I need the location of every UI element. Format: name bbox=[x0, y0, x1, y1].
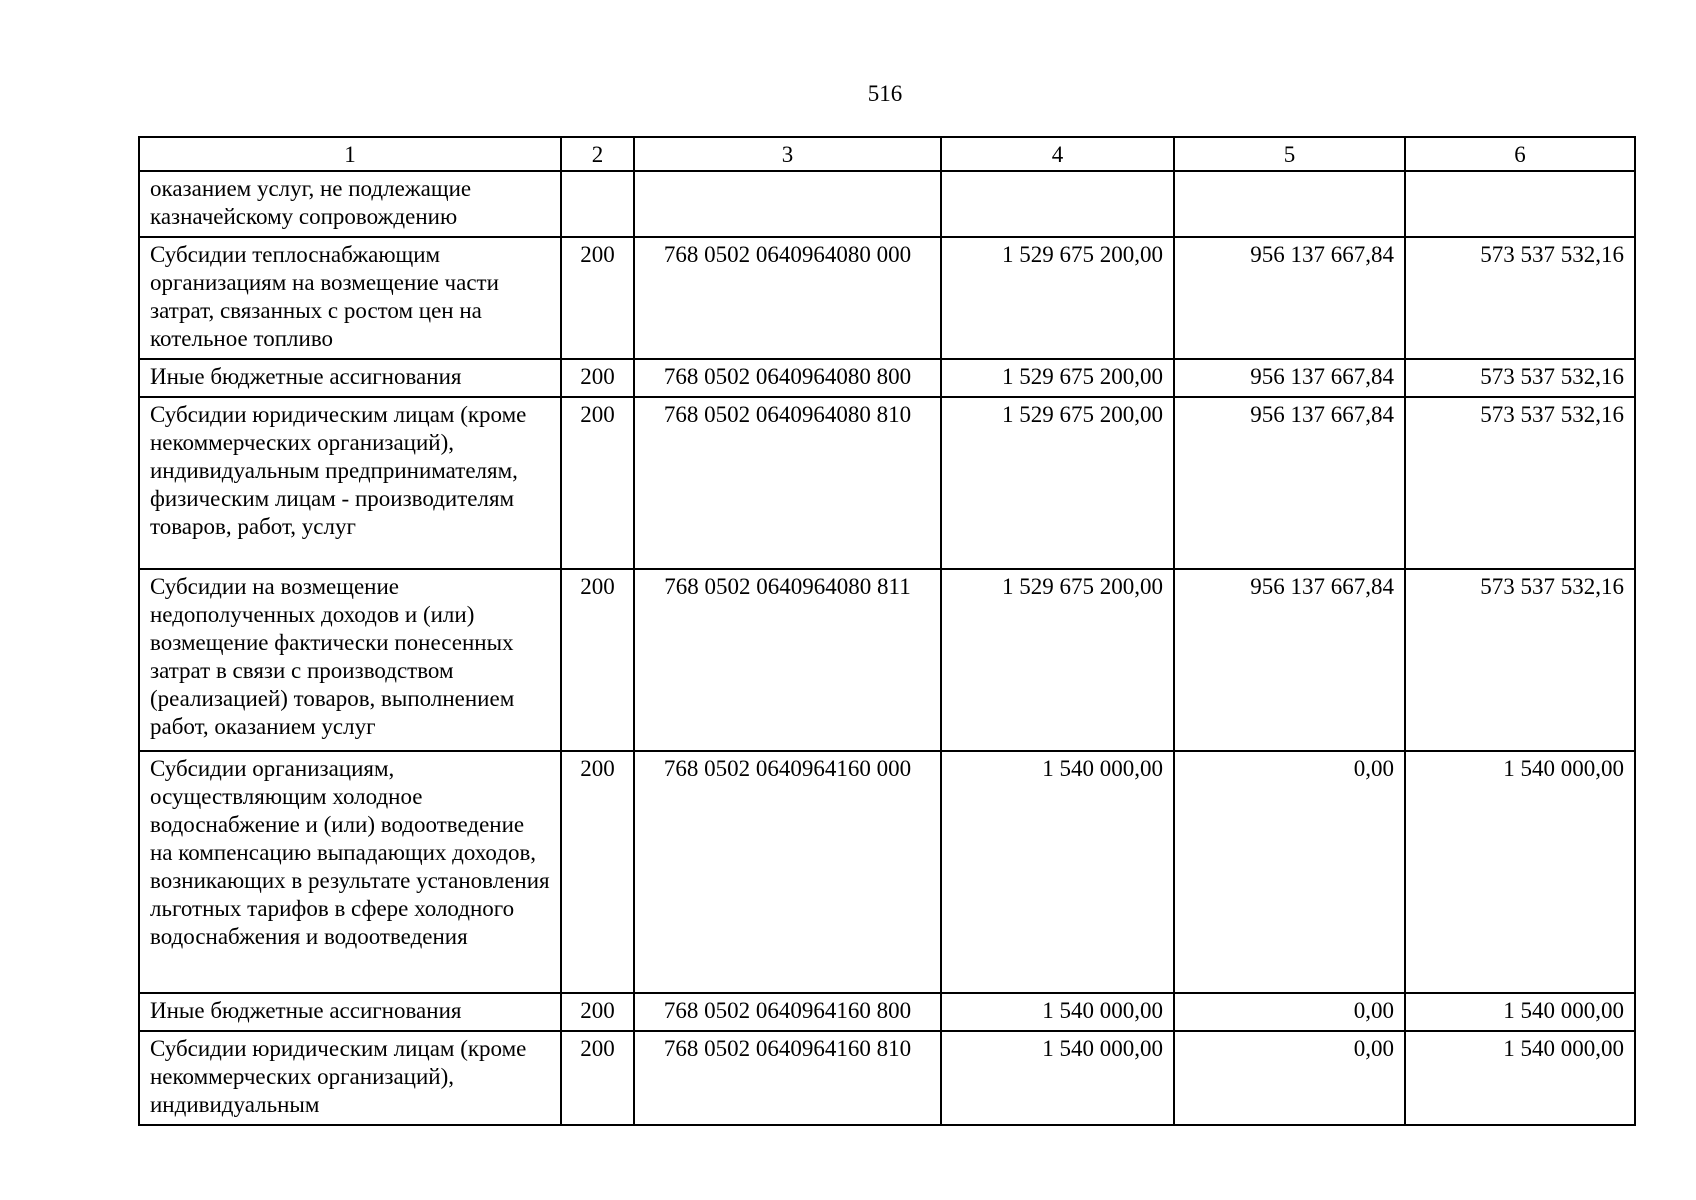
table-row bbox=[139, 237, 1635, 359]
row-value-col6-cell: 573 537 532,16 bbox=[1405, 237, 1635, 359]
table-row bbox=[139, 993, 1635, 1031]
row-code-cell: 200 bbox=[561, 1031, 634, 1125]
row-code-cell: 200 bbox=[561, 397, 634, 569]
row-name-cell: Субсидии юридическим лицам (кроме некоммерческих организаций), индивидуальным bbox=[139, 1031, 561, 1125]
row-value-col5-cell: 0,00 bbox=[1174, 751, 1405, 993]
row-kbk-cell: 768 0502 0640964080 811 bbox=[634, 569, 941, 751]
row-value-col4-cell: 1 529 675 200,00 bbox=[941, 359, 1174, 397]
table-row bbox=[139, 1031, 1635, 1125]
row-value-col4-cell: 1 529 675 200,00 bbox=[941, 237, 1174, 359]
row-name-cell: Субсидии организациям, осуществляющим холодное водоснабжение и (или) водоотведение на компенсацию выпадающих доходов, возникающих в результате установления льготных тарифов в сфере холодного водоснабжения и водоотведения bbox=[139, 751, 561, 993]
column-header-5: 5 bbox=[1174, 137, 1405, 171]
row-value-col4-cell: 1 529 675 200,00 bbox=[941, 569, 1174, 751]
row-code-cell bbox=[561, 171, 634, 237]
row-value-col5-cell: 956 137 667,84 bbox=[1174, 397, 1405, 569]
column-header-1: 1 bbox=[139, 137, 561, 171]
row-kbk-cell bbox=[634, 171, 941, 237]
row-value-col6-cell: 1 540 000,00 bbox=[1405, 751, 1635, 993]
row-value-col6-cell: 573 537 532,16 bbox=[1405, 359, 1635, 397]
row-kbk-cell: 768 0502 0640964080 800 bbox=[634, 359, 941, 397]
row-code-cell: 200 bbox=[561, 569, 634, 751]
row-code-cell: 200 bbox=[561, 993, 634, 1031]
row-value-col6-cell bbox=[1405, 171, 1635, 237]
row-value-col5-cell bbox=[1174, 171, 1405, 237]
row-kbk-cell: 768 0502 0640964160 000 bbox=[634, 751, 941, 993]
row-value-col4-cell bbox=[941, 171, 1174, 237]
budget-table bbox=[138, 136, 1636, 1126]
row-code-cell: 200 bbox=[561, 237, 634, 359]
row-value-col5-cell: 0,00 bbox=[1174, 1031, 1405, 1125]
column-header-4: 4 bbox=[941, 137, 1174, 171]
row-kbk-cell: 768 0502 0640964160 810 bbox=[634, 1031, 941, 1125]
row-kbk-cell: 768 0502 0640964080 810 bbox=[634, 397, 941, 569]
row-code-cell: 200 bbox=[561, 751, 634, 993]
table-row bbox=[139, 751, 1635, 993]
table-row bbox=[139, 359, 1635, 397]
row-value-col6-cell: 573 537 532,16 bbox=[1405, 569, 1635, 751]
row-value-col6-cell: 573 537 532,16 bbox=[1405, 397, 1635, 569]
row-name-cell: Субсидии на возмещение недополученных доходов и (или) возмещение фактически понесенных затрат в связи с производством (реализацией) товаров, выполнением работ, оказанием услуг bbox=[139, 569, 561, 751]
row-value-col5-cell: 956 137 667,84 bbox=[1174, 569, 1405, 751]
page-number: 516 bbox=[867, 81, 903, 106]
row-name-cell: Субсидии юридическим лицам (кроме некоммерческих организаций), индивидуальным предпринимателям, физическим лицам - производителям товаров, работ, услуг bbox=[139, 397, 561, 569]
header-row bbox=[139, 137, 1635, 171]
table-row bbox=[139, 171, 1635, 237]
table-body bbox=[139, 171, 1635, 1125]
row-code-cell: 200 bbox=[561, 359, 634, 397]
row-value-col6-cell: 1 540 000,00 bbox=[1405, 993, 1635, 1031]
column-header-3: 3 bbox=[634, 137, 941, 171]
row-name-cell: оказанием услуг, не подлежащие казначейскому сопровождению bbox=[139, 171, 561, 237]
row-name-cell: Иные бюджетные ассигнования bbox=[139, 993, 561, 1031]
row-name-cell: Субсидии теплоснабжающим организациям на возмещение части затрат, связанных с ростом цен на котельное топливо bbox=[139, 237, 561, 359]
row-kbk-cell: 768 0502 0640964080 000 bbox=[634, 237, 941, 359]
row-value-col5-cell: 956 137 667,84 bbox=[1174, 237, 1405, 359]
row-value-col4-cell: 1 540 000,00 bbox=[941, 993, 1174, 1031]
row-value-col5-cell: 0,00 bbox=[1174, 993, 1405, 1031]
column-header-2: 2 bbox=[561, 137, 634, 171]
row-kbk-cell: 768 0502 0640964160 800 bbox=[634, 993, 941, 1031]
row-name-cell: Иные бюджетные ассигнования bbox=[139, 359, 561, 397]
column-header-6: 6 bbox=[1405, 137, 1635, 171]
table-row bbox=[139, 569, 1635, 751]
table-row bbox=[139, 397, 1635, 569]
row-value-col5-cell: 956 137 667,84 bbox=[1174, 359, 1405, 397]
row-value-col6-cell: 1 540 000,00 bbox=[1405, 1031, 1635, 1125]
row-value-col4-cell: 1 540 000,00 bbox=[941, 1031, 1174, 1125]
row-value-col4-cell: 1 529 675 200,00 bbox=[941, 397, 1174, 569]
row-value-col4-cell: 1 540 000,00 bbox=[941, 751, 1174, 993]
